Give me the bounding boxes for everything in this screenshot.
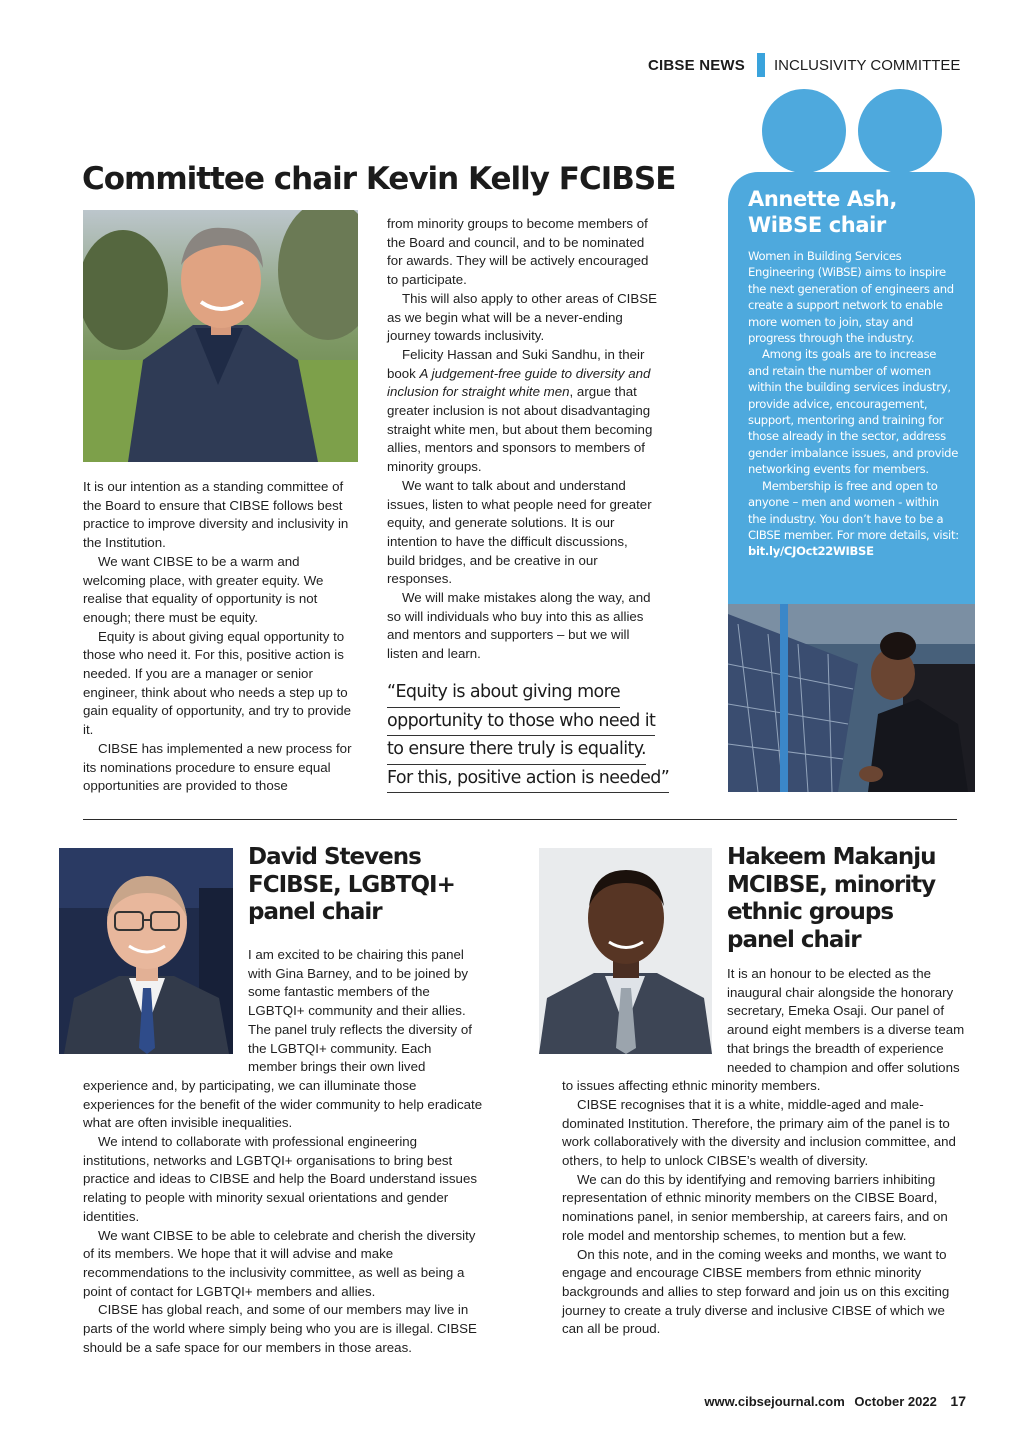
paragraph: Among its goals are to increase and retain the number of women within the building services industry, provide advice, encouragement, support, mentoring and training for those already in the sector, address gender imbalance issues, and provide networking events for members.: [748, 347, 959, 477]
paragraph: Women in Building Services Engineering (WiBSE) aims to inspire the next generation of engineers and create a support network to enable more women to join, stay and progress through the industry.: [748, 249, 954, 346]
paragraph: [387, 346, 659, 477]
subsection-label: INCLUSIVITY COMMITTEE: [774, 57, 961, 74]
sidebar-title-line: WiBSE chair: [748, 213, 886, 237]
section-divider: [83, 819, 957, 820]
hakeem-makanju-title: [727, 844, 935, 954]
sidebar-decoration-circle: [762, 89, 846, 173]
paragraph: On this note, and in the coming weeks and months, we want to engage and encourage CIBSE members from ethnic minority backgrounds and allies to step forward and join us on this exciting journey to create a truly diverse and inclusive CIBSE of which we can all be proud.: [562, 1246, 950, 1337]
paragraph: CIBSE recognises that it is a white, middle-aged and male-dominated Institution. Therefore, the primary aim of the panel is to work collaboratively with the diversity and inclusion committee, and others, to help to unlock CIBSE’s wealth of diversity.: [562, 1096, 956, 1169]
paragraph: It is an honour to be elected as the inaugural chair alongside the honorary secretary, Emeka Osaji. Our panel of around eight members is a diverse team that brings the breadth of experience needed to champion and offer solutions to issues affecting ethnic minority members.: [562, 966, 965, 1094]
journal-url[interactable]: www.cibsejournal.com: [704, 1394, 845, 1409]
page-footer: [704, 1392, 966, 1411]
pull-quote: [387, 679, 670, 793]
paragraph: This will also apply to other areas of CIBSE as we begin what will be a never-ending journey towards inclusivity.: [387, 290, 657, 344]
book-title: A judgement-free guide to diversity and inclusion for straight white men: [387, 365, 651, 400]
text: , argue that greater inclusion is not about disadvantaging straight white men, but about them becoming allies, mentors and sponsors to members of minority groups.: [387, 384, 653, 475]
paragraph: We intend to collaborate with professional engineering institutions, networks and LGBTQI+ organisations to bring best practice and ideas to CIBSE and help the Board understand issues relating to people with minority sexual orientations and gender identities.: [83, 1134, 477, 1224]
page-title: Committee chair Kevin Kelly FCIBSE: [82, 161, 676, 197]
title-line: David Stevens: [248, 844, 421, 870]
pull-quote-line: opportunity to those who need it: [387, 708, 655, 737]
paragraph: I am excited to be chairing this panel with Gina Barney, and to be joined by some fantastic members of the LGBTQI+ community and their allies. The panel truly reflects the diversity of the LGBTQI+ community. Each member brings their own lived experience and, by participating, we can illuminate those experiences for the benefit of the wider community to help eradicate what are often invisible inequalities.: [83, 947, 483, 1131]
page-number: 17: [950, 1393, 966, 1409]
sidebar-title-line: Annette Ash,: [748, 187, 897, 211]
sidebar-title: [748, 186, 897, 238]
paragraph: Equity is about giving equal opportunity to those who need it. For this, positive action is needed. If you are a manager or senior engineer, think about who needs a step up to gain equality of opportunity, and try to provide it.: [83, 628, 352, 738]
wibse-link[interactable]: bit.ly/CJOct22WIBSE: [748, 544, 874, 559]
pull-quote-line: “Equity is about giving more: [387, 679, 620, 708]
paragraph: We want CIBSE to be a warm and welcoming place, with greater equity. We realise that equality of opportunity is not enough; there must be equity.: [83, 553, 324, 625]
kevin-kelly-photo: [83, 210, 358, 462]
sidebar-decoration-circle: [858, 89, 942, 173]
main-article-column-2: [387, 215, 659, 664]
david-stevens-article: [83, 946, 483, 1357]
section-header: [0, 56, 967, 80]
text: Membership is free and open to anyone – men and women - within the industry. You don’t have to be a CIBSE member. For more details, visit:: [748, 478, 959, 542]
pull-quote-line: to ensure there truly is equality.: [387, 736, 646, 765]
paragraph: We can do this by identifying and removing barriers inhibiting representation of ethnic minority members on the CIBSE Board, nominations panel, in senior membership, at careers fairs, and on role model and mentorship schemes, to mention but a few.: [562, 1171, 948, 1243]
paragraph: CIBSE has global reach, and some of our members may live in parts of the world where simply being who you are is illegal. CIBSE should be a safe space for our members in those areas.: [83, 1302, 477, 1355]
sidebar-body: [748, 248, 960, 560]
text: Felicity Hassan and Suki Sandhu, in their book: [387, 346, 645, 381]
title-line: panel chair: [727, 926, 861, 953]
title-line: MCIBSE, minority: [727, 871, 936, 898]
paragraph: from minority groups to become members of the Board and council, and to be nominated for awards. They will be actively encouraged to participate.: [387, 216, 649, 288]
paragraph: We will make mistakes along the way, and so will individuals who buy into this as allies and mentors and supporters – but we will listen and learn.: [387, 590, 651, 662]
section-label: CIBSE NEWS: [647, 57, 745, 74]
title-line: panel chair: [248, 899, 382, 925]
float-spacer: [83, 946, 248, 1076]
main-article-column-1: [83, 478, 355, 796]
pull-quote-line: For this, positive action is needed”: [387, 765, 669, 794]
paragraph: CIBSE has implemented a new process for its nominations procedure to ensure equal opportunities are provided to those: [83, 740, 352, 794]
hakeem-makanju-article: [562, 965, 967, 1339]
wibse-engineer-photo: [728, 604, 975, 792]
title-line: FCIBSE, LGBTQI+: [248, 871, 455, 898]
header-divider-bar: [757, 53, 765, 77]
paragraph: [748, 478, 960, 560]
title-line: Hakeem Makanju: [727, 844, 936, 870]
paragraph: We want CIBSE to be able to celebrate and cherish the diversity of its members. We hope that it will advise and make recommendations to the inclusivity committee, as well as being a point of contact for LGBTQI+ members and allies.: [83, 1227, 476, 1299]
paragraph: It is our intention as a standing committee of the Board to ensure that CIBSE follows best practice to improve diversity and inclusivity in the Institution.: [83, 479, 349, 551]
paragraph: We want to talk about and understand issues, listen to what people need for greater equity, and generate solutions. It is our intention to have the difficult discussions, build bridges, and be creative in our responses.: [387, 477, 652, 587]
david-stevens-title: [248, 844, 455, 927]
title-line: ethnic groups: [727, 899, 894, 925]
issue-date: October 2022: [854, 1394, 937, 1409]
wibse-sidebar: [728, 172, 975, 604]
float-spacer: [562, 965, 727, 1077]
